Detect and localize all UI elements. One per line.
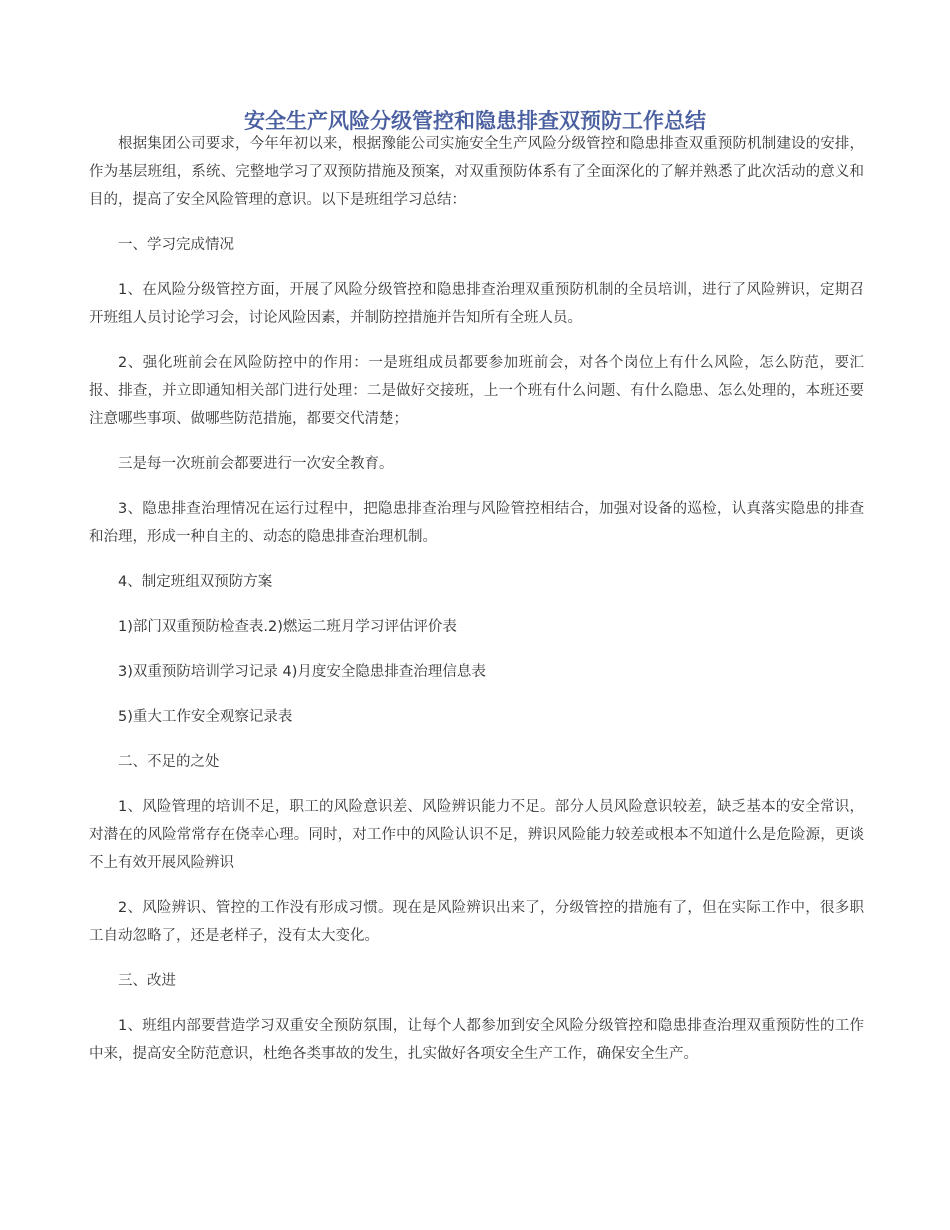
document-body bbox=[89, 130, 864, 1068]
section-heading-3: 三、改进 bbox=[118, 973, 176, 989]
list-item: 3)双重预防培训学习记录 4)月度安全隐患排查治理信息表 bbox=[118, 664, 486, 680]
paragraph-item: 三是每一次班前会都要进行一次安全教育。 bbox=[118, 456, 394, 472]
list-item: 1)部门双重预防检查表.2)燃运二班月学习评估评价表 bbox=[118, 619, 457, 635]
section-heading-2: 二、不足的之处 bbox=[118, 754, 220, 770]
paragraph-item: 1、在风险分级管控方面，开展了风险分级管控和隐患排查治理双重预防机制的全员培训，进行了风险辨识，定期召开班组人员讨论学习会，讨论风险因素，并制防控措施并告知所有全班人员。 bbox=[89, 282, 864, 326]
section-heading-1: 一、学习完成情况 bbox=[118, 237, 234, 253]
paragraph-item: 2、风险辨识、管控的工作没有形成习惯。现在是风险辨识出来了，分级管控的措施有了，但在实际工作中，很多职工自动忽略了，还是老样子，没有太大变化。 bbox=[89, 900, 864, 944]
document-title: 安全生产风险分级管控和隐患排查双预防工作总结 bbox=[244, 109, 706, 133]
paragraph-item: 1、风险管理的培训不足，职工的风险意识差、风险辨识能力不足。部分人员风险意识较差，缺乏基本的安全常识，对潜在的风险常常存在侥幸心理。同时，对工作中的风险认识不足，辨识风险能力较差或根本不知道什么是危险源，更谈不上有效开展风险辨识 bbox=[89, 799, 864, 871]
paragraph-intro: 根据集团公司要求，今年年初以来，根据豫能公司实施安全生产风险分级管控和隐患排查双重预防机制建设的安排，作为基层班组，系统、完整地学习了双预防措施及预案，对双重预防体系有了全面深化的了解并熟悉了此次活动的意义和目的，提高了安全风险管理的意识。以下是班组学习总结： bbox=[89, 136, 864, 208]
paragraph-item: 4、制定班组双预防方案 bbox=[118, 574, 273, 590]
list-item: 5)重大工作安全观察记录表 bbox=[118, 709, 293, 725]
paragraph-item: 2、强化班前会在风险防控中的作用：一是班组成员都要参加班前会，对各个岗位上有什么风险，怎么防范，要汇报、排查，并立即通知相关部门进行处理：二是做好交接班，上一个班有什么问题、有什么隐患、怎么处理的，本班还要注意哪些事项、做哪些防范措施，都要交代清楚； bbox=[89, 355, 864, 427]
paragraph-item: 3、隐患排查治理情况在运行过程中，把隐患排查治理与风险管控相结合，加强对设备的巡检，认真落实隐患的排查和治理，形成一种自主的、动态的隐患排查治理机制。 bbox=[89, 501, 864, 545]
paragraph-item: 1、班组内部要营造学习双重安全预防氛围，让每个人都参加到安全风险分级管控和隐患排查治理双重预防性的工作中来，提高安全防范意识，杜绝各类事故的发生，扎实做好各项安全生产工作，确保安全生产。 bbox=[89, 1018, 864, 1062]
